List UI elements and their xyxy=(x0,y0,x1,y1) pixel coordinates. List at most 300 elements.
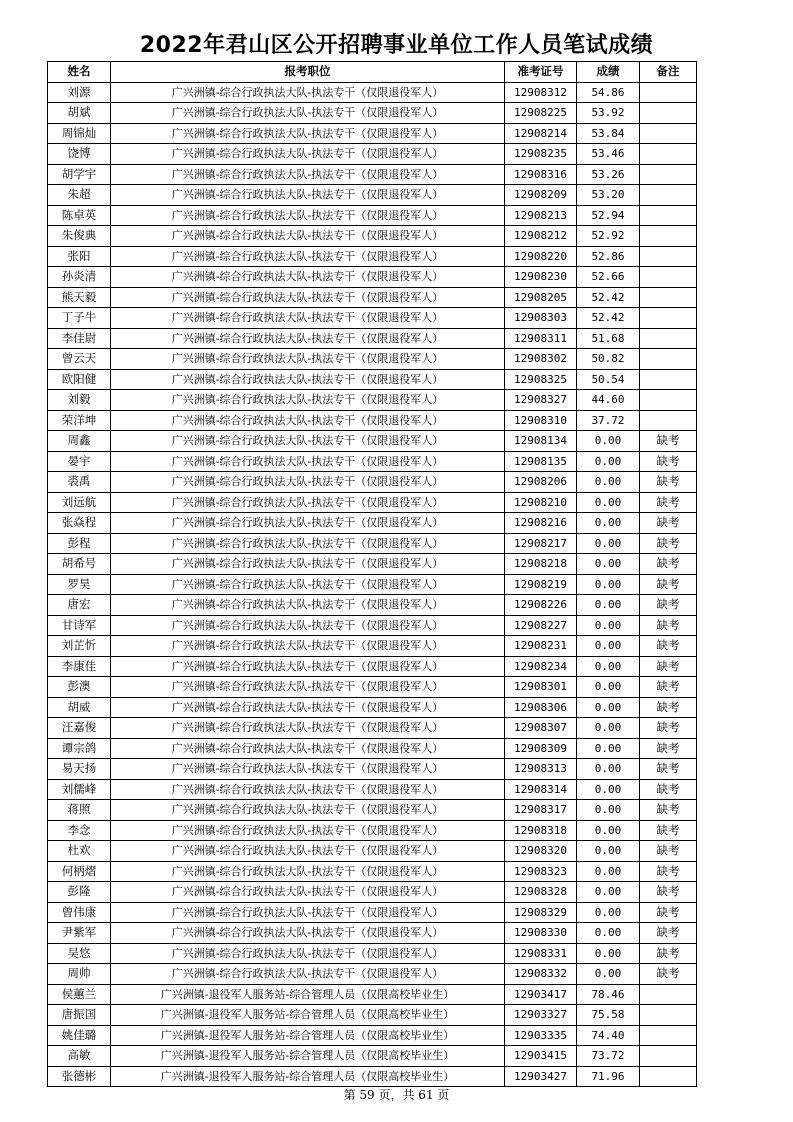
cell-position: 广兴洲镇-综合行政执法大队-执法专干（仅限退役军人） xyxy=(111,431,505,452)
cell-score: 52.92 xyxy=(577,226,640,247)
cell-score: 0.00 xyxy=(577,492,640,513)
cell-note xyxy=(640,123,697,144)
cell-score: 0.00 xyxy=(577,677,640,698)
cell-ticket: 12908230 xyxy=(505,267,577,288)
cell-name: 陈卓英 xyxy=(48,205,111,226)
cell-note xyxy=(640,308,697,329)
cell-name: 胡斌 xyxy=(48,103,111,124)
cell-position: 广兴洲镇-综合行政执法大队-执法专干（仅限退役军人） xyxy=(111,615,505,636)
table-row xyxy=(48,390,697,411)
cell-position: 广兴洲镇-综合行政执法大队-执法专干（仅限退役军人） xyxy=(111,738,505,759)
cell-ticket: 12908318 xyxy=(505,820,577,841)
cell-ticket: 12908205 xyxy=(505,287,577,308)
cell-note xyxy=(640,984,697,1005)
cell-note: 缺考 xyxy=(640,738,697,759)
cell-position: 广兴洲镇-综合行政执法大队-执法专干（仅限退役军人） xyxy=(111,779,505,800)
cell-position: 广兴洲镇-退役军人服务站-综合管理人员（仅限高校毕业生） xyxy=(111,1046,505,1067)
cell-score: 53.92 xyxy=(577,103,640,124)
table-row xyxy=(48,800,697,821)
cell-note: 缺考 xyxy=(640,800,697,821)
cell-position: 广兴洲镇-退役军人服务站-综合管理人员（仅限高校毕业生） xyxy=(111,1025,505,1046)
table-row xyxy=(48,779,697,800)
cell-position: 广兴洲镇-综合行政执法大队-执法专干（仅限退役军人） xyxy=(111,574,505,595)
cell-name: 曾伟康 xyxy=(48,902,111,923)
cell-name: 丁子牛 xyxy=(48,308,111,329)
cell-ticket: 12908219 xyxy=(505,574,577,595)
cell-ticket: 12908320 xyxy=(505,841,577,862)
cell-note: 缺考 xyxy=(640,820,697,841)
table-row xyxy=(48,431,697,452)
cell-ticket: 12908214 xyxy=(505,123,577,144)
cell-score: 0.00 xyxy=(577,943,640,964)
cell-note: 缺考 xyxy=(640,697,697,718)
cell-position: 广兴洲镇-综合行政执法大队-执法专干（仅限退役军人） xyxy=(111,943,505,964)
cell-score: 0.00 xyxy=(577,431,640,452)
cell-name: 裘禹 xyxy=(48,472,111,493)
cell-ticket: 12908303 xyxy=(505,308,577,329)
cell-ticket: 12908220 xyxy=(505,246,577,267)
cell-ticket: 12908316 xyxy=(505,164,577,185)
cell-name: 曾云天 xyxy=(48,349,111,370)
cell-ticket: 12908310 xyxy=(505,410,577,431)
cell-score: 52.66 xyxy=(577,267,640,288)
table-row xyxy=(48,697,697,718)
cell-ticket: 12908206 xyxy=(505,472,577,493)
cell-name: 高敏 xyxy=(48,1046,111,1067)
cell-ticket: 12908227 xyxy=(505,615,577,636)
cell-ticket: 12908210 xyxy=(505,492,577,513)
cell-name: 谭宗鸽 xyxy=(48,738,111,759)
cell-note xyxy=(640,1046,697,1067)
cell-position: 广兴洲镇-综合行政执法大队-执法专干（仅限退役军人） xyxy=(111,656,505,677)
cell-position: 广兴洲镇-综合行政执法大队-执法专干（仅限退役军人） xyxy=(111,964,505,985)
cell-name: 刘儒峰 xyxy=(48,779,111,800)
table-body xyxy=(48,82,697,1087)
cell-position: 广兴洲镇-综合行政执法大队-执法专干（仅限退役军人） xyxy=(111,82,505,103)
cell-ticket: 12908213 xyxy=(505,205,577,226)
table-row xyxy=(48,287,697,308)
table-row xyxy=(48,923,697,944)
cell-score: 0.00 xyxy=(577,738,640,759)
cell-score: 73.72 xyxy=(577,1046,640,1067)
cell-name: 欧阳健 xyxy=(48,369,111,390)
cell-score: 0.00 xyxy=(577,861,640,882)
cell-name: 尹紫军 xyxy=(48,923,111,944)
cell-note xyxy=(640,246,697,267)
cell-note xyxy=(640,1025,697,1046)
cell-note: 缺考 xyxy=(640,574,697,595)
table-row xyxy=(48,82,697,103)
cell-name: 胡希号 xyxy=(48,554,111,575)
cell-ticket: 12908225 xyxy=(505,103,577,124)
cell-score: 0.00 xyxy=(577,964,640,985)
cell-note xyxy=(640,369,697,390)
cell-name: 唐振国 xyxy=(48,1005,111,1026)
cell-score: 74.40 xyxy=(577,1025,640,1046)
cell-score: 0.00 xyxy=(577,779,640,800)
header-note: 备注 xyxy=(640,62,697,83)
cell-score: 50.82 xyxy=(577,349,640,370)
table-row xyxy=(48,656,697,677)
cell-score: 0.00 xyxy=(577,902,640,923)
document-title: 2022年君山区公开招聘事业单位工作人员笔试成绩 xyxy=(139,33,654,58)
header-position: 报考职位 xyxy=(111,62,505,83)
cell-score: 51.68 xyxy=(577,328,640,349)
cell-ticket: 12903415 xyxy=(505,1046,577,1067)
cell-ticket: 12903417 xyxy=(505,984,577,1005)
cell-score: 75.58 xyxy=(577,1005,640,1026)
cell-ticket: 12908311 xyxy=(505,328,577,349)
cell-position: 广兴洲镇-综合行政执法大队-执法专干（仅限退役军人） xyxy=(111,287,505,308)
cell-score: 52.86 xyxy=(577,246,640,267)
cell-ticket: 12908306 xyxy=(505,697,577,718)
cell-position: 广兴洲镇-综合行政执法大队-执法专干（仅限退役军人） xyxy=(111,369,505,390)
table-row xyxy=(48,718,697,739)
cell-note xyxy=(640,267,697,288)
cell-note: 缺考 xyxy=(640,779,697,800)
cell-ticket: 12908329 xyxy=(505,902,577,923)
cell-position: 广兴洲镇-综合行政执法大队-执法专干（仅限退役军人） xyxy=(111,246,505,267)
cell-ticket: 12908323 xyxy=(505,861,577,882)
cell-ticket: 12908226 xyxy=(505,595,577,616)
cell-score: 52.42 xyxy=(577,287,640,308)
cell-score: 54.86 xyxy=(577,82,640,103)
table-row xyxy=(48,246,697,267)
table-row xyxy=(48,328,697,349)
cell-position: 广兴洲镇-综合行政执法大队-执法专干（仅限退役军人） xyxy=(111,554,505,575)
cell-name: 汪嘉俊 xyxy=(48,718,111,739)
cell-position: 广兴洲镇-综合行政执法大队-执法专干（仅限退役军人） xyxy=(111,923,505,944)
cell-name: 张阳 xyxy=(48,246,111,267)
cell-name: 李康佳 xyxy=(48,656,111,677)
cell-note xyxy=(640,185,697,206)
cell-name: 饶博 xyxy=(48,144,111,165)
table-row xyxy=(48,103,697,124)
table-row xyxy=(48,513,697,534)
cell-name: 胡学宇 xyxy=(48,164,111,185)
cell-ticket: 12908332 xyxy=(505,964,577,985)
cell-ticket: 12908218 xyxy=(505,554,577,575)
cell-note: 缺考 xyxy=(640,513,697,534)
cell-score: 52.42 xyxy=(577,308,640,329)
cell-position: 广兴洲镇-综合行政执法大队-执法专干（仅限退役军人） xyxy=(111,164,505,185)
cell-score: 53.20 xyxy=(577,185,640,206)
cell-note: 缺考 xyxy=(640,718,697,739)
cell-name: 荣洋坤 xyxy=(48,410,111,431)
cell-score: 53.84 xyxy=(577,123,640,144)
cell-ticket: 12908328 xyxy=(505,882,577,903)
cell-position: 广兴洲镇-综合行政执法大队-执法专干（仅限退役军人） xyxy=(111,718,505,739)
table-row xyxy=(48,205,697,226)
cell-name: 罗昊 xyxy=(48,574,111,595)
cell-ticket: 12908212 xyxy=(505,226,577,247)
cell-ticket: 12908209 xyxy=(505,185,577,206)
cell-name: 刘源 xyxy=(48,82,111,103)
cell-name: 周锦灿 xyxy=(48,123,111,144)
cell-name: 朱超 xyxy=(48,185,111,206)
cell-name: 李佳尉 xyxy=(48,328,111,349)
cell-note xyxy=(640,390,697,411)
cell-note: 缺考 xyxy=(640,964,697,985)
table-row xyxy=(48,882,697,903)
cell-position: 广兴洲镇-综合行政执法大队-执法专干（仅限退役军人） xyxy=(111,390,505,411)
table-row xyxy=(48,1005,697,1026)
cell-ticket: 12908313 xyxy=(505,759,577,780)
cell-score: 50.54 xyxy=(577,369,640,390)
cell-position: 广兴洲镇-综合行政执法大队-执法专干（仅限退役军人） xyxy=(111,205,505,226)
cell-position: 广兴洲镇-综合行政执法大队-执法专干（仅限退役军人） xyxy=(111,820,505,841)
cell-note: 缺考 xyxy=(640,554,697,575)
cell-name: 孙炎清 xyxy=(48,267,111,288)
cell-note xyxy=(640,349,697,370)
cell-name: 蒋照 xyxy=(48,800,111,821)
cell-score: 52.94 xyxy=(577,205,640,226)
cell-note xyxy=(640,82,697,103)
cell-name: 姚佳璐 xyxy=(48,1025,111,1046)
cell-position: 广兴洲镇-综合行政执法大队-执法专干（仅限退役军人） xyxy=(111,533,505,554)
table-row xyxy=(48,554,697,575)
cell-name: 彭隆 xyxy=(48,882,111,903)
cell-position: 广兴洲镇-综合行政执法大队-执法专干（仅限退役军人） xyxy=(111,349,505,370)
cell-note: 缺考 xyxy=(640,902,697,923)
table-row xyxy=(48,943,697,964)
cell-note: 缺考 xyxy=(640,943,697,964)
cell-position: 广兴洲镇-综合行政执法大队-执法专干（仅限退役军人） xyxy=(111,841,505,862)
table-row xyxy=(48,902,697,923)
table-row xyxy=(48,492,697,513)
table-row xyxy=(48,574,697,595)
cell-ticket: 12908327 xyxy=(505,390,577,411)
cell-name: 唐宏 xyxy=(48,595,111,616)
cell-position: 广兴洲镇-综合行政执法大队-执法专干（仅限退役军人） xyxy=(111,636,505,657)
table-row xyxy=(48,123,697,144)
cell-position: 广兴洲镇-综合行政执法大队-执法专干（仅限退役军人） xyxy=(111,144,505,165)
table-row xyxy=(48,1046,697,1067)
cell-note: 缺考 xyxy=(640,615,697,636)
cell-note: 缺考 xyxy=(640,677,697,698)
cell-name: 晏宇 xyxy=(48,451,111,472)
cell-note xyxy=(640,410,697,431)
table-row xyxy=(48,738,697,759)
cell-name: 杜欢 xyxy=(48,841,111,862)
table-row xyxy=(48,984,697,1005)
cell-note: 缺考 xyxy=(640,451,697,472)
cell-note: 缺考 xyxy=(640,431,697,452)
cell-ticket: 12908325 xyxy=(505,369,577,390)
cell-position: 广兴洲镇-综合行政执法大队-执法专干（仅限退役军人） xyxy=(111,410,505,431)
cell-score: 0.00 xyxy=(577,451,640,472)
cell-ticket: 12908330 xyxy=(505,923,577,944)
cell-note: 缺考 xyxy=(640,656,697,677)
cell-score: 0.00 xyxy=(577,656,640,677)
cell-note: 缺考 xyxy=(640,472,697,493)
table-row xyxy=(48,841,697,862)
page-footer: 第 59 页，共 61 页 xyxy=(343,1088,450,1102)
cell-position: 广兴洲镇-退役军人服务站-综合管理人员（仅限高校毕业生） xyxy=(111,984,505,1005)
header-ticket: 准考证号 xyxy=(505,62,577,83)
cell-ticket: 12908134 xyxy=(505,431,577,452)
cell-name: 张德彬 xyxy=(48,1066,111,1087)
cell-score: 0.00 xyxy=(577,800,640,821)
cell-position: 广兴洲镇-综合行政执法大队-执法专干（仅限退役军人） xyxy=(111,595,505,616)
table-row xyxy=(48,964,697,985)
cell-score: 0.00 xyxy=(577,882,640,903)
cell-score: 53.46 xyxy=(577,144,640,165)
cell-score: 0.00 xyxy=(577,697,640,718)
table-row xyxy=(48,226,697,247)
table-row xyxy=(48,820,697,841)
cell-name: 何柄熠 xyxy=(48,861,111,882)
cell-note: 缺考 xyxy=(640,492,697,513)
table-row xyxy=(48,759,697,780)
cell-note: 缺考 xyxy=(640,882,697,903)
cell-score: 0.00 xyxy=(577,923,640,944)
header-name: 姓名 xyxy=(48,62,111,83)
table-row xyxy=(48,533,697,554)
header-score: 成绩 xyxy=(577,62,640,83)
cell-note xyxy=(640,1066,697,1087)
cell-name: 朱俊典 xyxy=(48,226,111,247)
cell-position: 广兴洲镇-综合行政执法大队-执法专干（仅限退役军人） xyxy=(111,800,505,821)
table-header-row xyxy=(48,62,697,83)
table-row xyxy=(48,677,697,698)
cell-name: 彭程 xyxy=(48,533,111,554)
cell-name: 刘芷忻 xyxy=(48,636,111,657)
cell-name: 彭澳 xyxy=(48,677,111,698)
cell-name: 刘远航 xyxy=(48,492,111,513)
cell-ticket: 12908135 xyxy=(505,451,577,472)
cell-position: 广兴洲镇-综合行政执法大队-执法专干（仅限退役军人） xyxy=(111,123,505,144)
cell-note: 缺考 xyxy=(640,759,697,780)
cell-ticket: 12908301 xyxy=(505,677,577,698)
cell-note: 缺考 xyxy=(640,861,697,882)
cell-position: 广兴洲镇-综合行政执法大队-执法专干（仅限退役军人） xyxy=(111,472,505,493)
cell-name: 侯蕙兰 xyxy=(48,984,111,1005)
table-row xyxy=(48,410,697,431)
table-row xyxy=(48,144,697,165)
cell-position: 广兴洲镇-综合行政执法大队-执法专干（仅限退役军人） xyxy=(111,697,505,718)
cell-score: 0.00 xyxy=(577,820,640,841)
cell-position: 广兴洲镇-综合行政执法大队-执法专干（仅限退役军人） xyxy=(111,267,505,288)
cell-name: 易天扬 xyxy=(48,759,111,780)
cell-note: 缺考 xyxy=(640,923,697,944)
scores-table xyxy=(47,61,697,1087)
cell-name: 熊天毅 xyxy=(48,287,111,308)
table-row xyxy=(48,1025,697,1046)
cell-name: 李念 xyxy=(48,820,111,841)
cell-ticket: 12903427 xyxy=(505,1066,577,1087)
table-row xyxy=(48,636,697,657)
cell-note xyxy=(640,328,697,349)
cell-position: 广兴洲镇-综合行政执法大队-执法专干（仅限退役军人） xyxy=(111,513,505,534)
cell-name: 张焱程 xyxy=(48,513,111,534)
cell-score: 44.60 xyxy=(577,390,640,411)
cell-score: 0.00 xyxy=(577,472,640,493)
cell-note xyxy=(640,144,697,165)
cell-score: 0.00 xyxy=(577,533,640,554)
cell-position: 广兴洲镇-综合行政执法大队-执法专干（仅限退役军人） xyxy=(111,451,505,472)
table-row xyxy=(48,369,697,390)
cell-position: 广兴洲镇-综合行政执法大队-执法专干（仅限退役军人） xyxy=(111,185,505,206)
cell-score: 0.00 xyxy=(577,718,640,739)
table-row xyxy=(48,1066,697,1087)
cell-ticket: 12908231 xyxy=(505,636,577,657)
cell-score: 0.00 xyxy=(577,841,640,862)
cell-ticket: 12908331 xyxy=(505,943,577,964)
table-row xyxy=(48,185,697,206)
cell-note xyxy=(640,1005,697,1026)
cell-note: 缺考 xyxy=(640,533,697,554)
cell-score: 37.72 xyxy=(577,410,640,431)
cell-note: 缺考 xyxy=(640,636,697,657)
cell-name: 周帅 xyxy=(48,964,111,985)
cell-note xyxy=(640,103,697,124)
cell-ticket: 12908217 xyxy=(505,533,577,554)
table-row xyxy=(48,615,697,636)
cell-score: 0.00 xyxy=(577,615,640,636)
table-row xyxy=(48,451,697,472)
cell-position: 广兴洲镇-综合行政执法大队-执法专干（仅限退役军人） xyxy=(111,308,505,329)
cell-name: 吴悠 xyxy=(48,943,111,964)
cell-note xyxy=(640,287,697,308)
cell-name: 甘诗军 xyxy=(48,615,111,636)
cell-position: 广兴洲镇-综合行政执法大队-执法专干（仅限退役军人） xyxy=(111,103,505,124)
cell-ticket: 12908312 xyxy=(505,82,577,103)
cell-score: 0.00 xyxy=(577,574,640,595)
table-row xyxy=(48,164,697,185)
cell-ticket: 12908307 xyxy=(505,718,577,739)
cell-ticket: 12908314 xyxy=(505,779,577,800)
cell-ticket: 12908317 xyxy=(505,800,577,821)
cell-position: 广兴洲镇-综合行政执法大队-执法专干（仅限退役军人） xyxy=(111,882,505,903)
cell-ticket: 12903335 xyxy=(505,1025,577,1046)
cell-score: 78.46 xyxy=(577,984,640,1005)
cell-ticket: 12903327 xyxy=(505,1005,577,1026)
cell-note xyxy=(640,226,697,247)
cell-position: 广兴洲镇-综合行政执法大队-执法专干（仅限退役军人） xyxy=(111,759,505,780)
cell-ticket: 12908309 xyxy=(505,738,577,759)
table-row xyxy=(48,472,697,493)
cell-name: 周鑫 xyxy=(48,431,111,452)
cell-score: 0.00 xyxy=(577,513,640,534)
cell-score: 0.00 xyxy=(577,759,640,780)
cell-score: 0.00 xyxy=(577,636,640,657)
cell-position: 广兴洲镇-综合行政执法大队-执法专干（仅限退役军人） xyxy=(111,492,505,513)
cell-note: 缺考 xyxy=(640,595,697,616)
cell-score: 0.00 xyxy=(577,595,640,616)
cell-position: 广兴洲镇-退役军人服务站-综合管理人员（仅限高校毕业生） xyxy=(111,1066,505,1087)
cell-name: 刘毅 xyxy=(48,390,111,411)
cell-ticket: 12908235 xyxy=(505,144,577,165)
cell-position: 广兴洲镇-退役军人服务站-综合管理人员（仅限高校毕业生） xyxy=(111,1005,505,1026)
cell-position: 广兴洲镇-综合行政执法大队-执法专干（仅限退役军人） xyxy=(111,226,505,247)
cell-note xyxy=(640,164,697,185)
cell-score: 0.00 xyxy=(577,554,640,575)
table-row xyxy=(48,861,697,882)
cell-position: 广兴洲镇-综合行政执法大队-执法专干（仅限退役军人） xyxy=(111,328,505,349)
cell-name: 胡威 xyxy=(48,697,111,718)
cell-position: 广兴洲镇-综合行政执法大队-执法专干（仅限退役军人） xyxy=(111,677,505,698)
cell-position: 广兴洲镇-综合行政执法大队-执法专干（仅限退役军人） xyxy=(111,902,505,923)
cell-ticket: 12908216 xyxy=(505,513,577,534)
table-row xyxy=(48,595,697,616)
cell-note: 缺考 xyxy=(640,841,697,862)
table-row xyxy=(48,308,697,329)
cell-note xyxy=(640,205,697,226)
cell-score: 53.26 xyxy=(577,164,640,185)
cell-ticket: 12908234 xyxy=(505,656,577,677)
table-row xyxy=(48,349,697,370)
